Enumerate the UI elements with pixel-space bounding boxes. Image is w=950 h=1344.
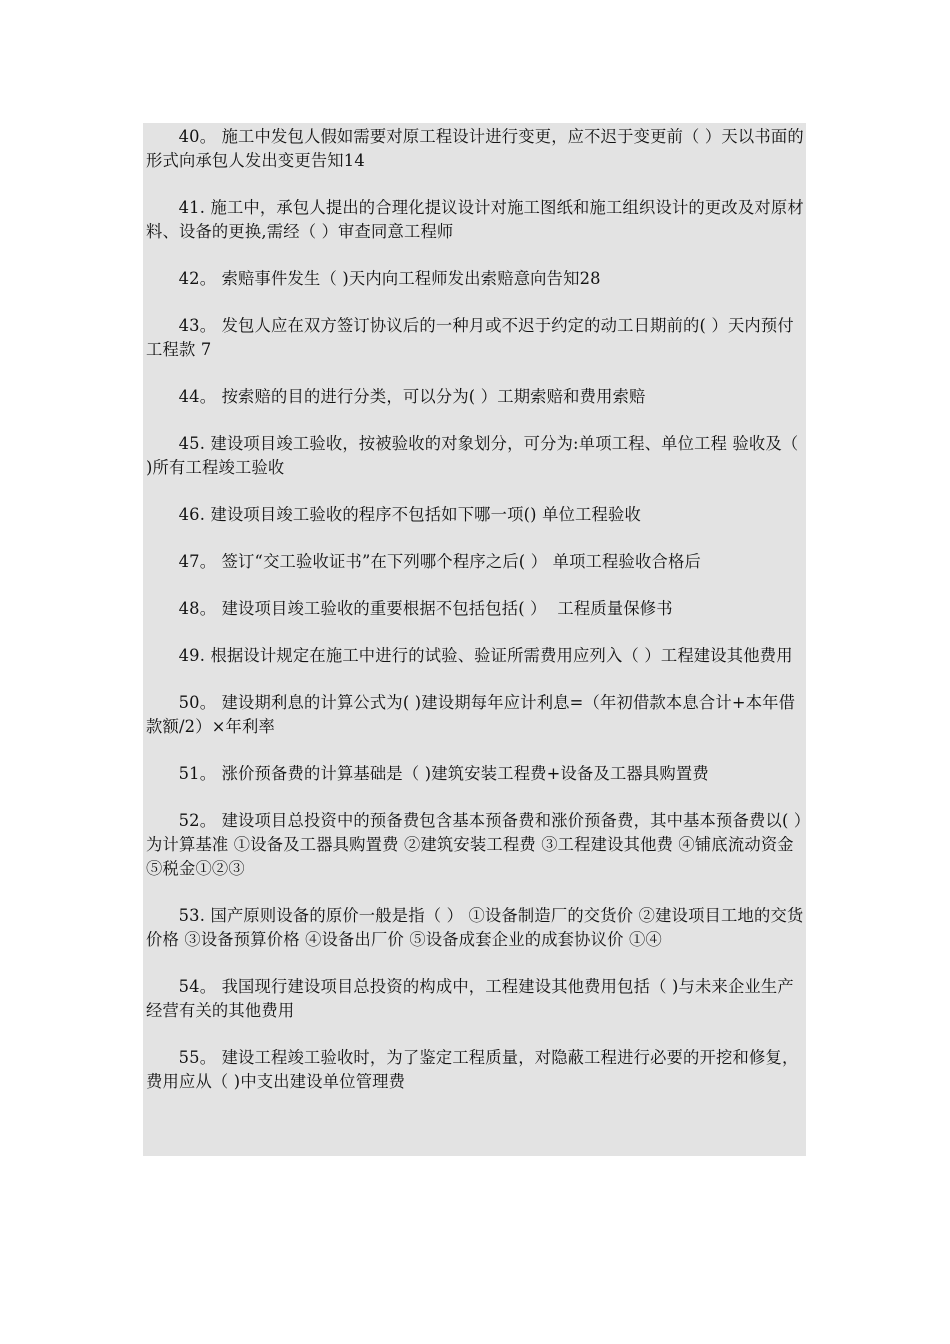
question-number: 44。 [178,387,217,406]
question-text: 签订“交工验收证书”在下列哪个程序之后( ） 单项工程验收合格后 [216,552,701,571]
question-46 [146,503,804,527]
question-text: 施工中，承包人提出的合理化提议设计对施工图纸和施工组织设计的更改及对原材料、设备的更换,需经（ ）审查同意工程师 [146,198,804,241]
question-text: 建设项目竣工验收的程序不包括如下哪一项() 单位工程验收 [205,505,641,524]
question-51 [146,762,804,786]
question-text: 建设项目竣工验收的重要根据不包括包括( ） 工程质量保修书 [216,599,673,618]
question-45 [146,432,804,480]
question-number: 41. [178,198,206,217]
question-text: 根据设计规定在施工中进行的试验、验证所需费用应列入（ ）工程建设其他费用 [205,646,793,665]
question-number: 45. [178,434,206,453]
question-41 [146,196,804,244]
question-54 [146,975,804,1023]
question-number: 47。 [178,552,217,571]
question-text: 发包人应在双方签订协议后的一种月或不迟于约定的动工日期前的( ）天内预付工程款 7 [146,316,794,359]
question-text: 建设工程竣工验收时，为了鉴定工程质量，对隐蔽工程进行必要的开挖和修复，费用应从（ )中支出建设单位管理费 [146,1048,799,1091]
question-number: 40。 [178,127,217,146]
question-text: 涨价预备费的计算基础是（ )建筑安装工程费+设备及工器具购置费 [216,764,709,783]
question-text: 施工中发包人假如需要对原工程设计进行变更，应不迟于变更前（ ）天以书面的形式向承包人发出变更告知14 [146,127,804,170]
question-53 [146,904,804,952]
question-52 [146,809,804,881]
question-40 [146,125,804,173]
question-49 [146,644,804,668]
question-text: 建设项目竣工验收，按被验收的对象划分，可分为:单项工程、单位工程 验收及（ )所有工程竣工验收 [146,434,804,477]
question-text: 我国现行建设项目总投资的构成中，工程建设其他费用包括（ )与未来企业生产经营有关的其他费用 [146,977,794,1020]
question-number: 55。 [178,1048,217,1067]
question-number: 54。 [178,977,217,996]
question-text: 索赔事件发生（ )天内向工程师发出索赔意向告知28 [216,269,601,288]
question-number: 50。 [178,693,217,712]
question-50 [146,691,804,739]
question-text: 国产原则设备的原价一般是指（ ） ①设备制造厂的交货价 ②建设项目工地的交货价格 ③设备预算价格 ④设备出厂价 ⑤设备成套企业的成套协议价 ①④ [146,906,804,949]
question-number: 46. [178,505,206,524]
question-number: 52。 [178,811,217,830]
question-number: 49. [178,646,206,665]
question-43 [146,314,804,362]
question-48 [146,597,804,621]
question-55 [146,1046,804,1094]
question-47 [146,550,804,574]
question-42 [146,267,804,291]
question-44 [146,385,804,409]
question-number: 48。 [178,599,217,618]
question-number: 51。 [178,764,217,783]
question-number: 42。 [178,269,217,288]
question-text: 建设项目总投资中的预备费包含基本预备费和涨价预备费，其中基本预备费以( ）为计算基准 ①设备及工器具购置费 ②建筑安装工程费 ③工程建设其他费 ④铺底流动资金 ⑤税金①②③ [146,811,803,878]
question-text: 建设期利息的计算公式为( )建设期每年应计利息=（年初借款本息合计+本年借款额/2）×年利率 [146,693,796,736]
question-text-block [143,123,806,1156]
question-number: 43。 [178,316,217,335]
question-number: 53. [178,906,206,925]
question-text: 按索赔的目的进行分类，可以分为( ）工期索赔和费用索赔 [216,387,646,406]
